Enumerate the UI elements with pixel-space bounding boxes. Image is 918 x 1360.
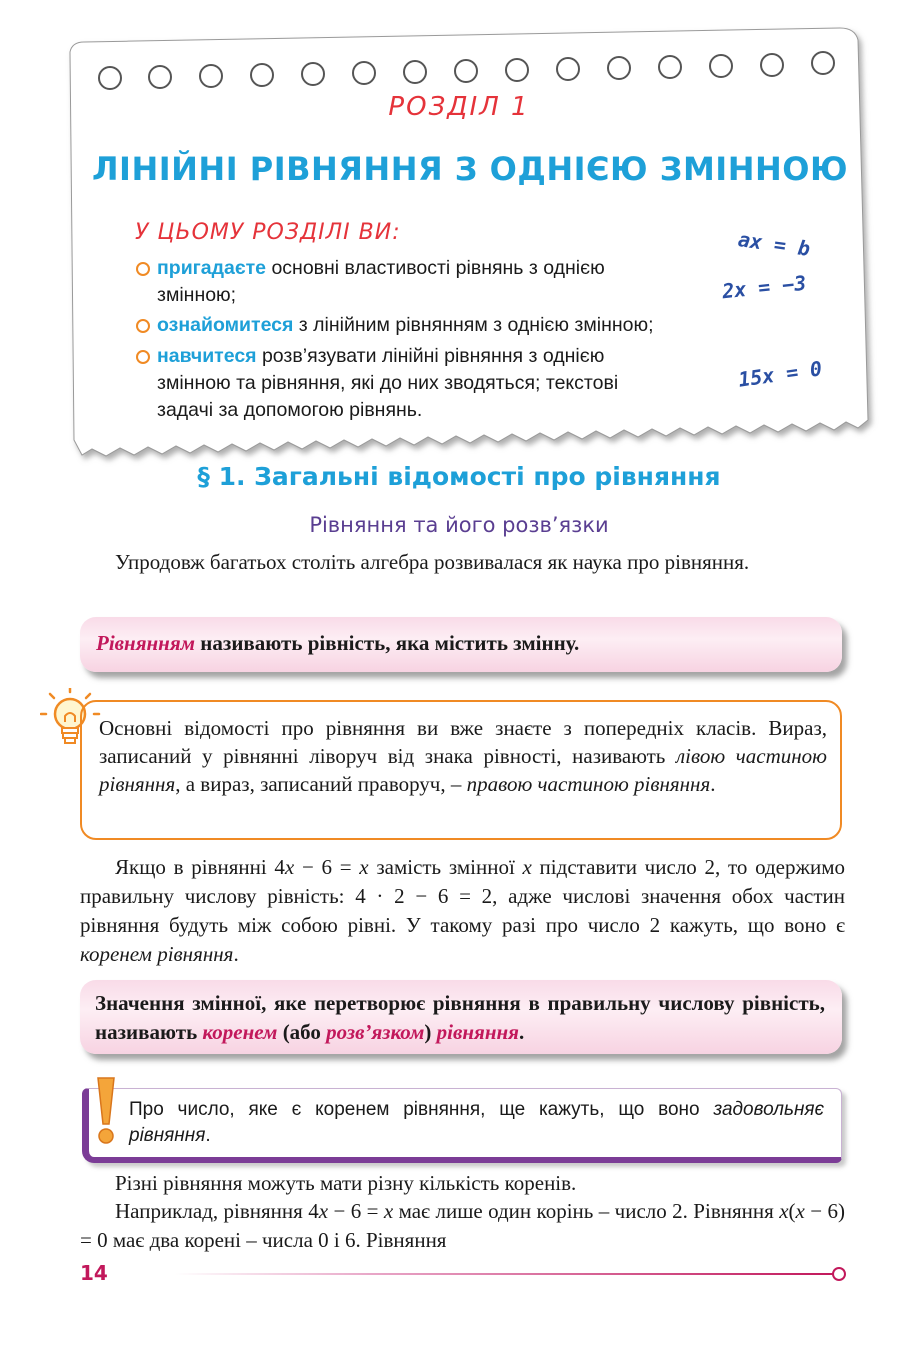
handwritten-formula: ax = b <box>736 227 812 261</box>
note-text: Основні відомості про рівняння ви вже знаєте з попередніх класів. Вираз, записаний у рівнянні ліворуч від знака рівності, називають лівою частиною рівняння, а вираз, записаний праворуч, – правою частиною рівняння. <box>99 716 827 796</box>
subsection-title: Рівняння та його розв’язки <box>309 513 609 537</box>
goals-heading: У ЦЬОМУ РОЗДІЛІ ВИ: <box>135 220 401 245</box>
section-label: РОЗДІЛ 1 <box>388 92 530 122</box>
orange-bullet-icon <box>136 350 150 364</box>
goal-keyword: навчитеся <box>157 345 257 367</box>
paragraph-title: § 1. Загальні відомості про рівняння <box>197 462 721 491</box>
goal-item-1: пригадаєте основні властивості рівнянь з однією змінною; <box>136 255 676 309</box>
footer-dot-icon <box>832 1267 846 1281</box>
footer-divider <box>175 1273 835 1275</box>
attention-text: Про число, яке є коренем рівняння, ще кажуть, що воно задовольняє рівняння. <box>129 1099 824 1146</box>
note-box <box>80 700 842 840</box>
handwritten-formula: 2x = −3 <box>720 270 808 304</box>
definition-term: Рівнянням <box>96 631 196 655</box>
page-number: 14 <box>80 1261 108 1285</box>
goal-keyword: пригадаєте <box>157 257 267 279</box>
example-paragraph: Якщо в рівнянні 4x − 6 = x замість змінної x підставити число 2, то одержимо правильну числову рівність: 4 · 2 − 6 = 2, адже числові значення обох частин рівняння будуть між собою рівні. У такому разі про число 2 кажуть, що воно є коренем рівняння. <box>80 855 846 966</box>
intro-paragraph: Упродовж багатьох століть алгебра розвивалася як наука про рівняння. <box>115 550 750 574</box>
orange-bullet-icon <box>136 262 150 276</box>
closing-paragraph: Наприклад, рівняння 4x − 6 = x має лише один корінь – число 2. Рівняння x(x − 6) = 0 має два корені – числа 0 і 6. Рівняння <box>80 1199 845 1252</box>
goal-item-3: навчитеся розв’язувати лінійні рівняння з однією змінною та рівняння, які до них зводяться; текстові задачі за допомогою рівнянь. <box>136 343 696 424</box>
orange-bullet-icon <box>136 319 150 333</box>
exclamation-icon <box>92 1076 120 1148</box>
attention-box <box>82 1088 842 1163</box>
handwritten-formula: 15x = 0 <box>736 356 824 392</box>
closing-line-1: Різні рівняння можуть мати різну кількість коренів. <box>115 1171 577 1195</box>
goal-keyword: ознайомитеся <box>157 314 294 336</box>
definition-box: Рівнянням називають рівність, яка містить змінну. <box>80 617 842 672</box>
definition-term: коренем <box>202 1020 278 1044</box>
root-definition-box: Значення змінної, яке перетворює рівняння в правильну числову рівність, називають коренем (або розв’язком) рівняння. <box>80 980 842 1054</box>
chapter-title: ЛІНІЙНІ РІВНЯННЯ З ОДНІЄЮ ЗМІННОЮ <box>91 150 849 188</box>
definition-term: рівняння <box>436 1020 519 1044</box>
goal-item-2: ознайомитеся з лінійним рівнянням з однією змінною; <box>136 312 736 339</box>
definition-term: розв’язком <box>326 1020 425 1044</box>
